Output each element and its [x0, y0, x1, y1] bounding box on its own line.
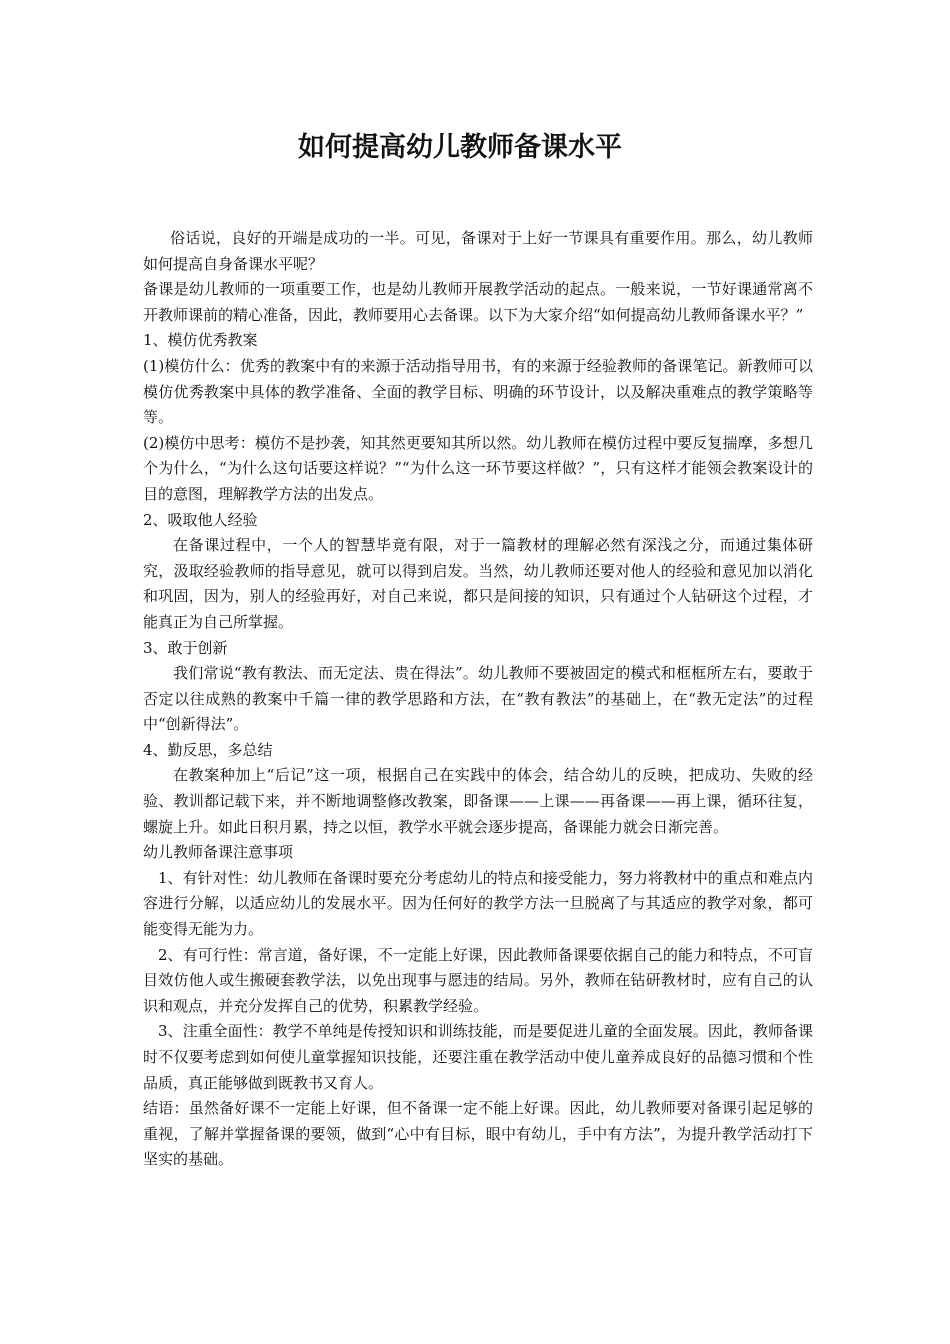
paragraph: 在教案种加上“后记”这一项，根据自己在实践中的体会，结合幼儿的反映，把成功、失败的经验、教训都记载下来，并不断地调整修改教案，即备课——上课——再备课——再上课，循环往复，螺旋上升。如此日积月累，持之以恒，教学水平就会逐步提高，备课能力就会日渐完善。 [143, 766, 813, 836]
paragraph: 3、注重全面性：教学不单纯是传授知识和训练技能，而是要促进儿童的全面发展。因此，教师备课时不仅要考虑到如何使儿童掌握知识技能，还要注重在教学活动中使儿童养成良好的品德习惯和个性品质，真正能够做到既教书又育人。 [143, 1022, 813, 1092]
paragraph: (1)模仿什么：优秀的教案中有的来源于活动指导用书，有的来源于经验教师的备课笔记。新教师可以模仿优秀教案中具体的教学准备、全面的教学目标、明确的环节设计，以及解决重难点的教学策略等等。 [143, 356, 813, 427]
paragraph: 1、有针对性：幼儿教师在备课时要充分考虑幼儿的特点和接受能力，努力将教材中的重点和难点内容进行分解，以适应幼儿的发展水平。因为任何好的教学方法一旦脱离了与其适应的教学对象，都可能变得无能为力。 [143, 868, 813, 939]
paragraph: 4、勤反思，多总结 [143, 740, 273, 759]
paragraph: (2)模仿中思考：模仿不是抄袭，知其然更要知其所以然。幼儿教师在模仿过程中要反复揣摩，多想几个为什么，“为什么这句话要这样说？”“为什么这一环节要这样做？”，只有这样才能领会教案设计的目的意图，理解教学方法的出发点。 [143, 433, 813, 503]
paragraph: 俗话说，良好的开端是成功的一半。可见，备课对于上好一节课具有重要作用。那么，幼儿教师如何提高自身备课水平呢？ [143, 229, 813, 273]
paragraph: 3、敢于创新 [143, 638, 228, 657]
paragraph: 2、有可行性：常言道，备好课，不一定能上好课，因此教师备课要依据自己的能力和特点，不可盲目效仿他人或生搬硬套教学法，以免出现事与愿违的结局。另外，教师在钻研教材时，应有自己的认识和观点，并充分发挥自己的优势，积累教学经验。 [143, 945, 813, 1015]
paragraph: 我们常说“教有教法、而无定法、贵在得法”。幼儿教师不要被固定的模式和框框所左右，要敢于否定以往成熟的教案中千篇一律的教学思路和方法，在“教有教法”的基础上，在“教无定法”的过程中“创新得法”。 [143, 664, 813, 734]
paragraph: 1、模仿优秀教案 [143, 331, 258, 350]
document-title: 如何提高幼儿教师备课水平 [298, 132, 622, 163]
paragraph: 在备课过程中，一个人的智慧毕竟有限，对于一篇教材的理解必然有深浅之分，而通过集体研究，汲取经验教师的指导意见，就可以得到启发。当然，幼儿教师还要对他人的经验和意见加以消化和巩固，因为，别人的经验再好，对自己来说，都只是间接的知识，只有通过个人钻研这个过程，才能真正为自己所掌握。 [143, 536, 813, 631]
paragraph: 2、吸取他人经验 [143, 510, 258, 529]
paragraph: 备课是幼儿教师的一项重要工作，也是幼儿教师开展教学活动的起点。一般来说，一节好课通常离不开教师课前的精心准备，因此，教师要用心去备课。以下为大家介绍“如何提高幼儿教师备课水平？” [143, 280, 813, 324]
paragraph: 幼儿教师备课注意事项 [143, 843, 294, 862]
paragraph: 结语：虽然备好课不一定能上好课，但不备课一定不能上好课。因此，幼儿教师要对备课引起足够的重视，了解并掌握备课的要领，做到“心中有目标，眼中有幼儿，手中有方法”，为提升教学活动打下坚实的基础。 [143, 1099, 813, 1169]
document-body [143, 226, 813, 1173]
